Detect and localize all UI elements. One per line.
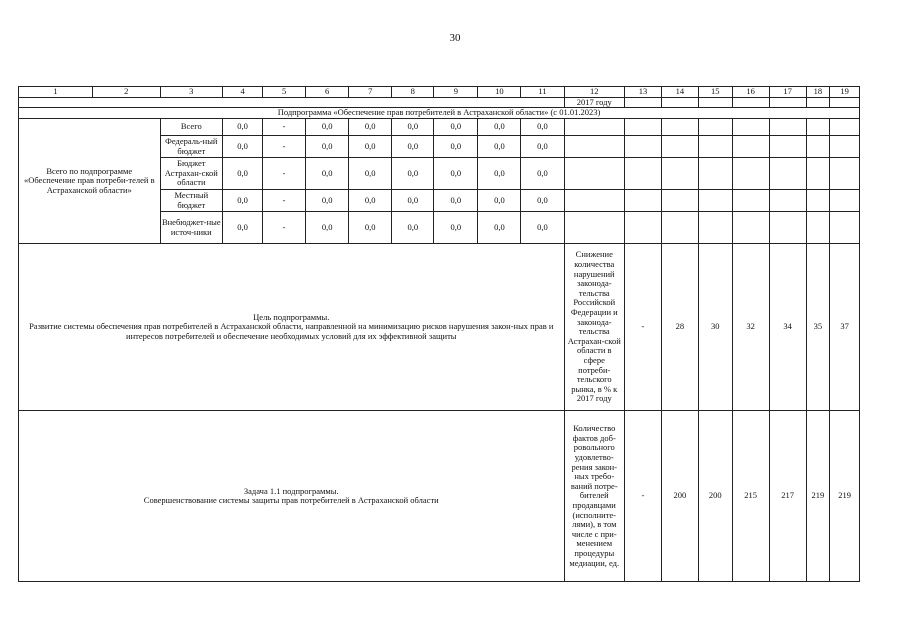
funding-value: 0,0 xyxy=(521,158,564,190)
funding-value: 0,0 xyxy=(478,119,521,136)
empty-cell xyxy=(806,136,830,158)
column-number: 2 xyxy=(92,87,160,98)
column-number: 15 xyxy=(698,87,732,98)
task-value: 219 xyxy=(806,411,830,582)
column-number: 19 xyxy=(830,87,860,98)
empty-cell xyxy=(830,136,860,158)
empty-cell xyxy=(769,136,806,158)
column-number: 7 xyxy=(349,87,392,98)
empty-cell xyxy=(698,190,732,212)
empty-cell xyxy=(732,119,769,136)
funding-value: 0,0 xyxy=(434,136,478,158)
empty-cell xyxy=(625,212,662,244)
column-number: 12 xyxy=(564,87,625,98)
funding-value: - xyxy=(263,212,306,244)
empty-cell xyxy=(698,119,732,136)
funding-value: 0,0 xyxy=(434,158,478,190)
funding-value: 0,0 xyxy=(392,190,434,212)
funding-value: 0,0 xyxy=(392,212,434,244)
funding-value: 0,0 xyxy=(392,119,434,136)
column-number: 3 xyxy=(160,87,223,98)
column-number: 13 xyxy=(625,87,662,98)
empty-cell xyxy=(806,190,830,212)
task-value: 215 xyxy=(732,411,769,582)
task-value: 200 xyxy=(661,411,698,582)
funding-value: 0,0 xyxy=(306,119,349,136)
empty-cell xyxy=(625,136,662,158)
empty-cell xyxy=(564,119,625,136)
empty-cell xyxy=(625,158,662,190)
funding-value: 0,0 xyxy=(306,136,349,158)
empty-cell xyxy=(806,119,830,136)
goal-indicator: Снижение количества нарушений законода-тельства Российской Федерации и законода-тельства Астрахан-ской области в сфере потреби-тельского рынка, в % к 2017 году xyxy=(564,244,625,411)
empty-cell xyxy=(732,97,769,108)
empty-cell xyxy=(830,190,860,212)
goal-value: 37 xyxy=(830,244,860,411)
empty-cell xyxy=(830,97,860,108)
funding-value: 0,0 xyxy=(306,212,349,244)
empty-cell xyxy=(769,97,806,108)
empty-cell xyxy=(19,97,565,108)
funding-value: 0,0 xyxy=(223,119,263,136)
funding-value: 0,0 xyxy=(223,158,263,190)
empty-cell xyxy=(769,158,806,190)
empty-cell xyxy=(830,212,860,244)
empty-cell xyxy=(698,158,732,190)
funding-value: 0,0 xyxy=(478,212,521,244)
empty-cell xyxy=(732,136,769,158)
funding-value: 0,0 xyxy=(521,136,564,158)
empty-cell xyxy=(625,119,662,136)
funding-source: Внебюджет-ные источ-ники xyxy=(160,212,223,244)
goal-value: 28 xyxy=(661,244,698,411)
task-value: - xyxy=(625,411,662,582)
task-title: Задача 1.1 подпрограммы. xyxy=(243,485,339,496)
empty-cell xyxy=(661,158,698,190)
funding-value: 0,0 xyxy=(349,119,392,136)
year-row xyxy=(19,97,860,108)
empty-cell xyxy=(769,190,806,212)
funding-source: Федераль-ный бюджет xyxy=(160,136,223,158)
empty-cell xyxy=(661,136,698,158)
task-text: Совершенствование системы защиты прав потребителей в Астраханской области xyxy=(143,495,439,506)
column-number: 9 xyxy=(434,87,478,98)
empty-cell xyxy=(564,136,625,158)
empty-cell xyxy=(698,97,732,108)
subprogram-title: Подпрограмма «Обеспечение прав потребителей в Астраханской области» (с 01.01.2023) xyxy=(19,108,860,119)
task-value: 219 xyxy=(830,411,860,582)
empty-cell xyxy=(625,190,662,212)
empty-cell xyxy=(769,119,806,136)
empty-cell xyxy=(661,190,698,212)
goal-value: 35 xyxy=(806,244,830,411)
task-cell xyxy=(19,411,565,582)
column-number: 5 xyxy=(263,87,306,98)
funding-value: - xyxy=(263,119,306,136)
goal-cell xyxy=(19,244,565,411)
empty-cell xyxy=(625,97,662,108)
empty-cell xyxy=(806,212,830,244)
funding-value: 0,0 xyxy=(521,119,564,136)
empty-cell xyxy=(806,97,830,108)
column-number: 1 xyxy=(19,87,93,98)
empty-cell xyxy=(661,97,698,108)
funding-value: 0,0 xyxy=(478,136,521,158)
task-indicator: Количество фактов доб-ровольного удовлетво-рения закон-ных требо-ваний потре-бителей продавцами (исполните-лями), в том числе с при-менением процедуры медиации, ед. xyxy=(564,411,625,582)
empty-cell xyxy=(564,158,625,190)
funding-row xyxy=(19,119,860,136)
funding-value: 0,0 xyxy=(223,136,263,158)
column-number: 14 xyxy=(661,87,698,98)
empty-cell xyxy=(769,212,806,244)
column-number: 6 xyxy=(306,87,349,98)
funding-value: 0,0 xyxy=(349,190,392,212)
funding-value: - xyxy=(263,136,306,158)
column-number: 10 xyxy=(478,87,521,98)
column-number: 11 xyxy=(521,87,564,98)
empty-cell xyxy=(806,158,830,190)
funding-value: 0,0 xyxy=(349,158,392,190)
year-label: 2017 году xyxy=(564,97,625,108)
total-label: Всего по подпрограмме «Обеспечение прав потреби-телей в Астраханской области» xyxy=(19,119,161,244)
funding-value: 0,0 xyxy=(223,190,263,212)
column-number: 16 xyxy=(732,87,769,98)
funding-value: 0,0 xyxy=(478,158,521,190)
funding-value: 0,0 xyxy=(392,136,434,158)
goal-value: 30 xyxy=(698,244,732,411)
goal-value: - xyxy=(625,244,662,411)
subprogram-row xyxy=(19,108,860,119)
funding-value: 0,0 xyxy=(434,212,478,244)
funding-value: 0,0 xyxy=(349,136,392,158)
column-number: 17 xyxy=(769,87,806,98)
column-number: 18 xyxy=(806,87,830,98)
empty-cell xyxy=(661,212,698,244)
funding-value: - xyxy=(263,158,306,190)
funding-value: 0,0 xyxy=(349,212,392,244)
task-row xyxy=(19,411,860,582)
goal-row xyxy=(19,244,860,411)
empty-cell xyxy=(732,212,769,244)
funding-value: 0,0 xyxy=(521,190,564,212)
funding-value: 0,0 xyxy=(223,212,263,244)
funding-value: 0,0 xyxy=(434,119,478,136)
goal-title: Цель подпрограммы. xyxy=(253,311,330,322)
funding-value: 0,0 xyxy=(521,212,564,244)
funding-source: Местный бюджет xyxy=(160,190,223,212)
funding-value: 0,0 xyxy=(306,158,349,190)
funding-value: - xyxy=(263,190,306,212)
empty-cell xyxy=(698,136,732,158)
empty-cell xyxy=(830,158,860,190)
task-value: 217 xyxy=(769,411,806,582)
task-value: 200 xyxy=(698,411,732,582)
program-table xyxy=(18,86,860,582)
empty-cell xyxy=(564,212,625,244)
funding-source: Всего xyxy=(160,119,223,136)
empty-cell xyxy=(661,119,698,136)
column-number-row xyxy=(19,87,860,98)
column-number: 4 xyxy=(223,87,263,98)
empty-cell xyxy=(564,190,625,212)
empty-cell xyxy=(698,212,732,244)
funding-value: 0,0 xyxy=(478,190,521,212)
empty-cell xyxy=(732,190,769,212)
goal-value: 34 xyxy=(769,244,806,411)
funding-value: 0,0 xyxy=(434,190,478,212)
funding-value: 0,0 xyxy=(306,190,349,212)
empty-cell xyxy=(830,119,860,136)
empty-cell xyxy=(732,158,769,190)
goal-value: 32 xyxy=(732,244,769,411)
funding-source: Бюджет Астрахан-ской области xyxy=(160,158,223,190)
funding-value: 0,0 xyxy=(392,158,434,190)
page-number: 30 xyxy=(449,32,461,44)
column-number: 8 xyxy=(392,87,434,98)
goal-text: Развитие системы обеспечения прав потребителей в Астраханской области, направленной на минимизацию рисков нарушения закон-ных прав и интересов потребителей и обеспечение необходимых условий для их эффективной защиты xyxy=(29,321,554,341)
